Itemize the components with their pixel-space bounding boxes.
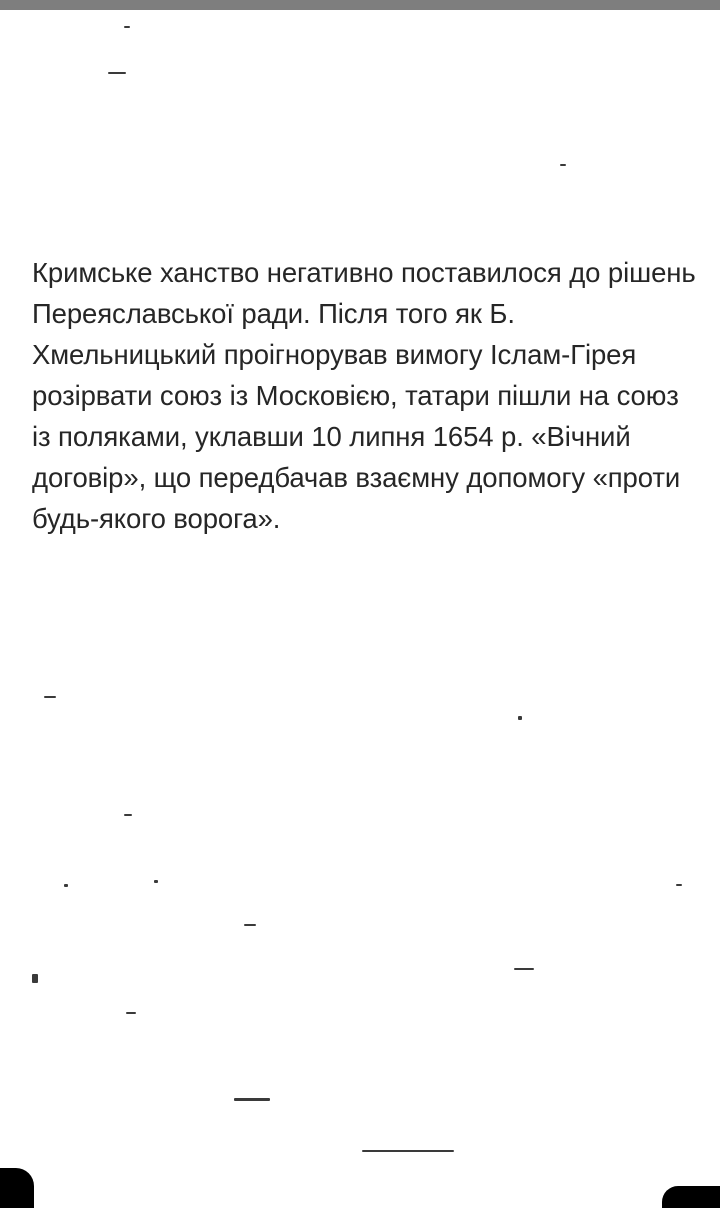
scan-speck: [32, 974, 38, 983]
scan-speck: [108, 72, 126, 74]
scan-speck: [126, 1012, 136, 1014]
scan-speck: [518, 716, 522, 720]
top-edge-strip: [0, 0, 720, 10]
scan-speck: [514, 968, 534, 970]
scan-speck: [64, 884, 68, 887]
scan-speck: [234, 1098, 270, 1101]
scan-speck: [362, 1150, 454, 1152]
scan-speck: [244, 924, 256, 926]
scan-speck: [676, 884, 682, 886]
scan-speck: [124, 26, 130, 28]
scan-speck: [124, 814, 132, 816]
document-paragraph: Кримське ханство негативно поставилося до рішень Переяславської ради. Після того як Б. Хмельницький проігнорував вимогу Іслам-Гірея розірвати союз із Московією, татари пішли на союз із поляками, уклавши 10 липня 1654 р. «Вічний договір», що передбачав взаємну допомогу «проти будь-якого ворога».: [32, 257, 696, 534]
scan-speck: [154, 880, 158, 883]
scan-corner-shadow-right: [662, 1186, 720, 1208]
scan-corner-shadow-left: [0, 1168, 34, 1208]
scan-speck: [560, 164, 566, 166]
scan-speck: [44, 696, 56, 698]
